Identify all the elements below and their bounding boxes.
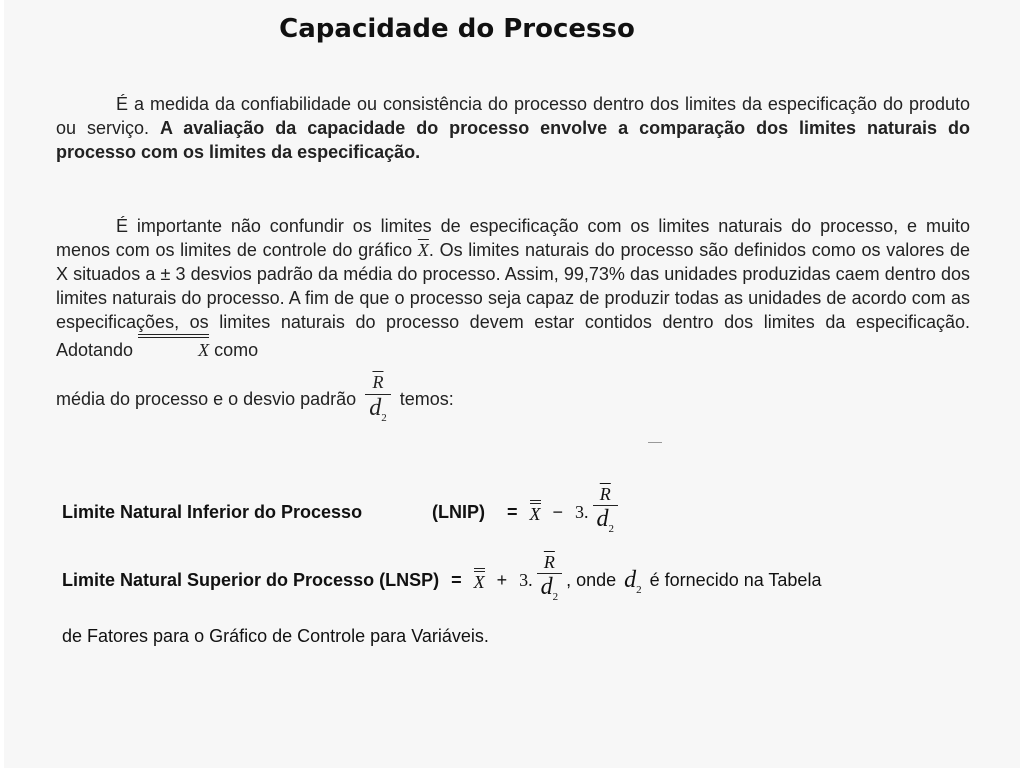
natural-limits-text-3: como [214,340,259,360]
paragraph-natural-limits [56,214,970,431]
lnip-d-sub: 2 [608,522,615,535]
rbar-over-d2-fraction [365,370,391,431]
d-subscript: 2 [381,411,387,424]
natural-limits-text-4: média do processo e o desvio padrão [56,389,357,410]
natural-limits-text-2: . Os limites naturais do processo são definidos como os valores de X situados a ± 3 desvios padrão da média do processo. Assim, 99,73% das unidades produzidas caem dentro dos limites naturais do processo. A fim de que o processo seja capaz de produzir todas as unidades de acordo com as especificações, os limites naturais do processo devem estar contidos dentro dos limites da especificação. Adotando [56,240,970,360]
lnsp-tail-1: é fornecido na Tabela [649,570,822,591]
lnsp-tail-2: de Fatores para o Gráfico de Controle para Variáveis. [62,625,489,646]
lnsp-three: 3. [519,570,533,591]
lnip-d: d [596,506,609,532]
lnsp-plus: + [496,570,508,591]
lnip-abbr: (LNIP) [432,502,485,523]
lnip-rbar: $\overline{R}$ [599,484,611,504]
xbar-symbol: $\overline{X}$ [417,240,429,260]
lnsp-onde: , onde [566,570,617,591]
std-dev-line [56,370,970,431]
lnsp-rbar: $\overline{R}$ [543,552,555,572]
lnsp-d-sub: 2 [552,590,559,603]
slide-title: Capacidade do Processo [279,14,635,44]
definition-text: É a medida da confiabilidade ou consistência do processo dentro dos limites da especificação do produto ou serviço. [56,94,970,138]
lnip-fraction [593,484,619,542]
formula-lnsp [62,552,982,647]
rbar-symbol: $\overline{R}$ [372,372,384,392]
lnsp-d2-inline: $d_2$ [624,566,642,596]
lnip-minus: − [552,502,564,523]
definition-bold-text: A avaliação da capacidade do processo envolve a comparação dos limites naturais do processo com os limites da especificação. [56,118,970,162]
lnip-label: Limite Natural Inferior do Processo [62,502,363,523]
lnsp-label: Limite Natural Superior do Processo (LNSP) [62,570,440,591]
lnsp-d: d [540,574,553,600]
natural-limits-text-1: É importante não confundir os limites de especificação com os limites naturais do processo, e muito menos com os limites de controle do gráfico [56,216,970,260]
divider-mark [648,442,662,443]
xdoublebar-symbol: X [138,334,209,362]
lnip-three: 3. [575,502,589,523]
lnip-xdoublebar: X [530,500,541,525]
lnsp-equals: = [451,570,462,591]
lnip-equals: = [507,502,518,523]
paragraph-definition [56,92,970,164]
formula-lnip [62,484,622,542]
lnsp-fraction [537,552,563,610]
lnsp-xdoublebar: X [474,568,485,593]
natural-limits-text-5: temos: [399,389,454,410]
d-symbol: d [369,395,382,421]
